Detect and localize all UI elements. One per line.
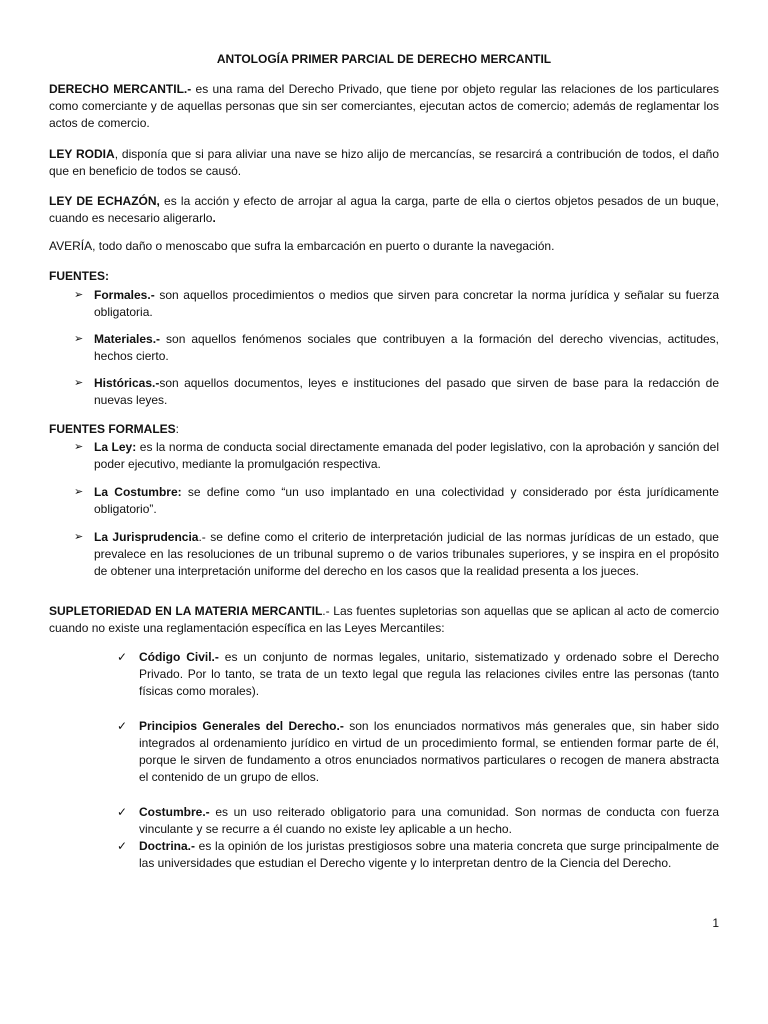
definition-supletoriedad: .- Las fuentes supletorias son aquellas que se aplican al acto de comercio cuando no existe una reglamentación específica en las Leyes Mercantiles: (49, 604, 720, 635)
paragraph-derecho-mercantil (49, 81, 719, 132)
term-doctrina: Doctrina.- (139, 839, 196, 853)
definition-formales: son aquellos procedimientos o medios que sirven para concretar la norma jurídica y señalar su fuerza obligatoria. (94, 288, 719, 319)
list-item-la-costumbre (74, 484, 719, 518)
heading-fuentes: FUENTES: (49, 269, 109, 283)
list-item-la-ley (74, 439, 719, 473)
term-la-jurisprudencia: La Jurisprudencia (94, 530, 199, 544)
paragraph-ley-rodia (49, 146, 719, 180)
definition-la-ley: es la norma de conducta social directamente emanada del poder legislativo, con la aprobación y sanción del poder ejecutivo, mediante la promulgación respectiva. (94, 440, 719, 471)
arrow-bullet-icon: ➢ (74, 486, 84, 498)
arrow-bullet-icon: ➢ (74, 531, 84, 543)
checkmark-icon: ✓ (117, 839, 128, 853)
list-item-costumbre (117, 804, 719, 838)
definition-historicas: son aquellos documentos, leyes e instituciones del pasado que sirven de base para la redacción de nuevas leyes. (94, 376, 719, 407)
definition-principios-generales: son los enunciados normativos más generales que, sin haber sido integrados al ordenamiento jurídico en virtud de un procedimiento formal, se entienden formar parte de él, porque le sirven de fundamento a otros enunciados normativos particulares o recogen de manera abstracta el contenido de un grupo de ellos. (139, 719, 719, 784)
term-la-ley: La Ley: (94, 440, 137, 454)
definition-materiales: son aquellos fenómenos sociales que contribuyen a la formación del derecho vivencias, actitudes, hechos cierto. (94, 332, 719, 363)
definition-la-jurisprudencia: .- se define como el criterio de interpretación judicial de las normas jurídicas de un estado, que prevalece en las resoluciones de un tribunal supremo o de varios tribunales superiores, y se inspira en el propósito de obtener una interpretación uniforme del derecho en los casos que la realidad presenta a los jueces. (94, 530, 719, 578)
arrow-bullet-icon: ➢ (74, 377, 84, 389)
document-title: ANTOLOGÍA PRIMER PARCIAL DE DERECHO MERCANTIL (216, 52, 552, 66)
term-derecho-mercantil: DERECHO MERCANTIL.- (49, 82, 192, 96)
heading-fuentes-formales-text: FUENTES FORMALES (49, 422, 176, 436)
definition-ley-echazon: es la acción y efecto de arrojar al agua la carga, parte de ella o ciertos objetos pesados de un buque, cuando es necesario aligerarlo (49, 194, 720, 225)
heading-colon: : (175, 422, 180, 436)
term-materiales: Materiales.- (94, 332, 161, 346)
list-item-doctrina (117, 838, 719, 872)
term-historicas: Históricas.- (94, 376, 160, 390)
checkmark-icon: ✓ (117, 719, 128, 733)
list-item-principios-generales (117, 718, 719, 786)
list-item-historicas (74, 375, 719, 409)
definition-la-costumbre: se define como “un uso implantado en una colectividad y considerado por ésta jurídicamente obligatorio”. (94, 485, 719, 516)
definition-derecho-mercantil: es una rama del Derecho Privado, que tiene por objeto regular las relaciones de los particulares como comerciante y de aquellas personas que sin ser comerciantes, ejecutan actos de comercio; además de reglamentar los actos de comercio. (49, 82, 720, 130)
definition-ley-rodia: , disponía que si para aliviar una nave se hizo alijo de mercancías, se resarcirá a contribución de todos, el daño que en beneficio de todos se causó. (49, 147, 719, 178)
checkmark-icon: ✓ (117, 805, 128, 819)
paragraph-supletoriedad (49, 603, 719, 637)
list-item-materiales (74, 331, 719, 365)
checkmark-icon: ✓ (117, 650, 128, 664)
list-item-formales (74, 287, 719, 321)
page-number: 1 (712, 916, 719, 930)
term-codigo-civil: Código Civil.- (139, 650, 219, 664)
term-formales: Formales.- (94, 288, 155, 302)
arrow-bullet-icon: ➢ (74, 441, 84, 453)
arrow-bullet-icon: ➢ (74, 333, 84, 345)
term-ley-rodia: LEY RODIA (49, 147, 115, 161)
arrow-bullet-icon: ➢ (74, 289, 84, 301)
heading-fuentes-formales (49, 421, 719, 438)
definition-doctrina: es la opinión de los juristas prestigiosos sobre una materia concreta que surge principalmente de las universidades que estudian el Derecho vigente y lo interpretan dentro de la Ciencia del Derecho. (139, 839, 719, 870)
term-ley-echazon: LEY DE ECHAZÓN, (49, 194, 160, 208)
term-principios-generales: Principios Generales del Derecho.- (139, 719, 344, 733)
term-costumbre: Costumbre.- (139, 805, 210, 819)
definition-costumbre: es un uso reiterado obligatorio para una comunidad. Son normas de conducta con fuerza vinculante y se recurre a él cuando no existe ley aplicable a un hecho. (139, 805, 719, 836)
list-item-la-jurisprudencia (74, 529, 719, 580)
list-item-codigo-civil (117, 649, 719, 700)
period-bold: . (212, 211, 216, 225)
term-supletoriedad: SUPLETORIEDAD EN LA MATERIA MERCANTIL (49, 604, 323, 618)
paragraph-ley-echazon (49, 193, 719, 227)
paragraph-averia: AVERÍA, todo daño o menoscabo que sufra la embarcación en puerto o durante la navegación. (49, 239, 555, 253)
term-la-costumbre: La Costumbre: (94, 485, 182, 499)
definition-codigo-civil: es un conjunto de normas legales, unitario, sistematizado y ordenado sobre el Derecho Privado. Por lo tanto, se trata de un texto legal que regula las relaciones civiles entre las personas (tanto físicas como morales). (139, 650, 719, 698)
